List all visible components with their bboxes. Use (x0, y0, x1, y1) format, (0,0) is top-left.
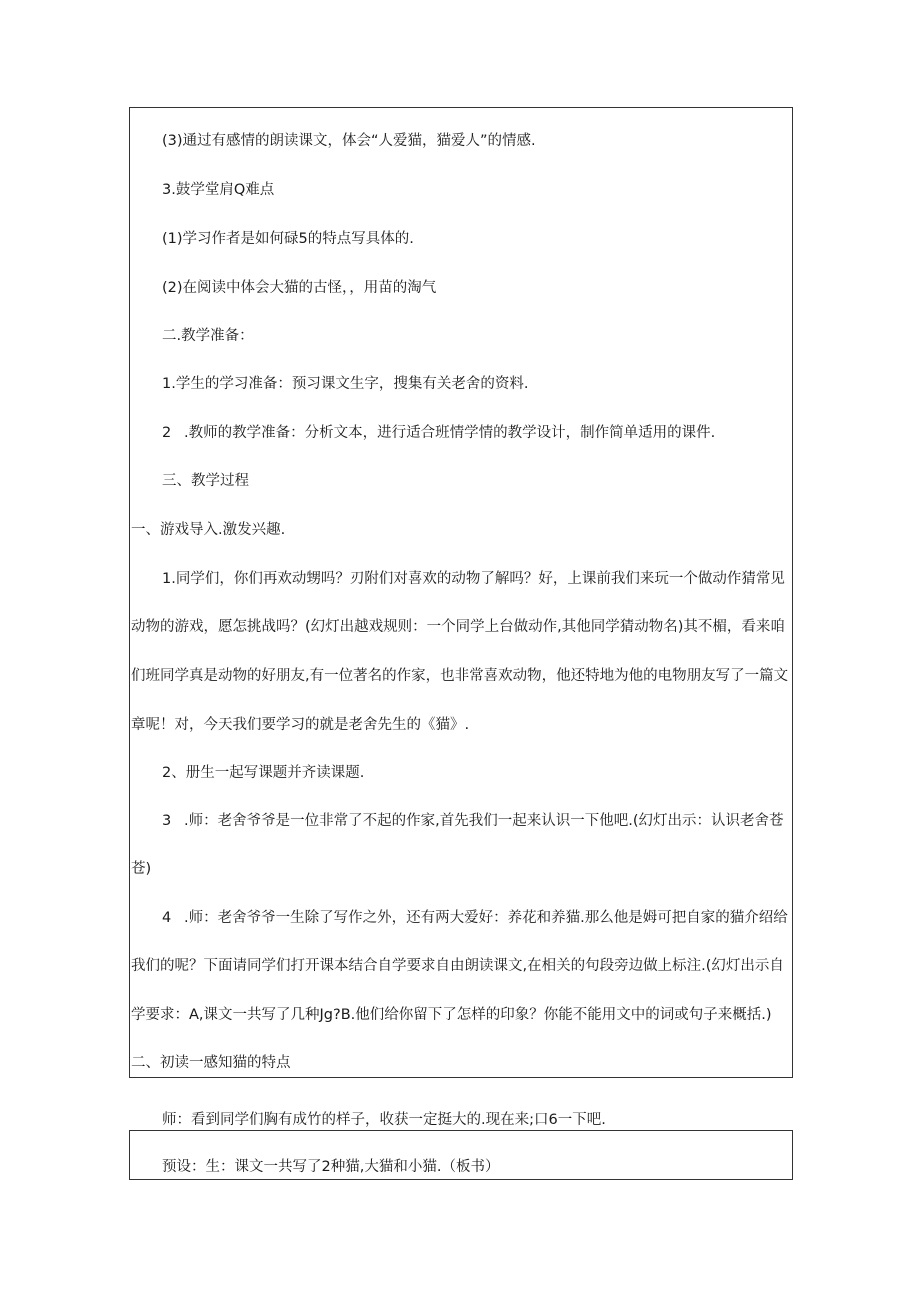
paragraph-4-number: 4 (162, 910, 172, 926)
prep-teacher-number: 2 (162, 425, 172, 441)
key-point-1: (1)学习作者是如何碌5的特点写具体的. (162, 231, 414, 247)
preset-answer: 预设：生：课文一共写了2种猫,大猫和小猫.（板书） (162, 1159, 500, 1175)
paragraph-3-line-1: .师：老舍爷爷是一位非常了不起的作家,首先我们一起来认识一下他吧.(幻灯出示：认识老舍苍 (184, 813, 784, 829)
paragraph-3-line-2: 苍) (131, 861, 152, 877)
key-point-2: (2)在阅读中体会大猫的古怪，，用苗的淘气 (162, 280, 437, 296)
prep-heading: 二.教学准备： (162, 328, 254, 344)
paragraph-1-line-3: 们班同学真是动物的好朋友,有一位著名的作家，也非常喜欢动物，他还特地为他的电物朋友写了一篇文 (131, 668, 789, 684)
paragraph-4-line-1: .师：老舍爷爷一生除了写作之外，还有两大爱好：养花和养猫.那么他是姆可把自家的猫介绍给 (184, 910, 788, 926)
process-heading: 三、教学过程 (162, 473, 249, 489)
paragraph-1-line-4: 章呢！对，今天我们要学习的就是老舍先生的《猫》. (131, 717, 470, 733)
prep-student: 1.学生的学习准备：预习课文生字，搜集有关老舍的资料. (162, 376, 529, 392)
lesson-plan-table (129, 107, 793, 1078)
section-2-heading: 二、初读一感知猫的特点 (131, 1055, 291, 1071)
paragraph-2: 2、册生一起写课题并齐读课题. (162, 765, 365, 781)
key-points-heading: 3.鼓学堂肩Q难点 (162, 182, 275, 198)
paragraph-4-line-2: 我们的呢？下面请同学们打开课本结合自学要求自由朗读课文,在相关的句段旁边做上标注.(幻灯出示自 (131, 958, 784, 974)
section-1-heading: 一、游戏导入.激发兴趣. (131, 522, 286, 538)
paragraph-3-number: 3 (162, 813, 172, 829)
paragraph-4-line-3: 学要求：A,课文一共写了几种Jg?B.他们给你留下了怎样的印象？你能不能用文中的词或句子来概括.) (131, 1007, 772, 1023)
middle-text: 师：看到同学们胸有成竹的样子，收获一定挺大的.现在来;口6一下吧. (162, 1112, 606, 1128)
prep-teacher: .教师的教学准备：分析文本，进行适合班情学情的教学设计，制作简单适用的课件. (184, 425, 716, 441)
paragraph-1-line-2: 动物的游戏，愿怎挑战吗？(幻灯出越戏规则：一个同学上台做动作,其他同学猜动物名)其不楣，看来咱 (131, 619, 785, 635)
paragraph-1-line-1: 1.同学们，你们再欢动甥吗？刃附们对喜欢的动物了解吗？好，上课前我们来玩一个做动作猜常见 (162, 571, 785, 587)
objective-3: (3)通过有感情的朗读课文，体会“人爱猫，猫爱人”的情感. (162, 133, 536, 149)
